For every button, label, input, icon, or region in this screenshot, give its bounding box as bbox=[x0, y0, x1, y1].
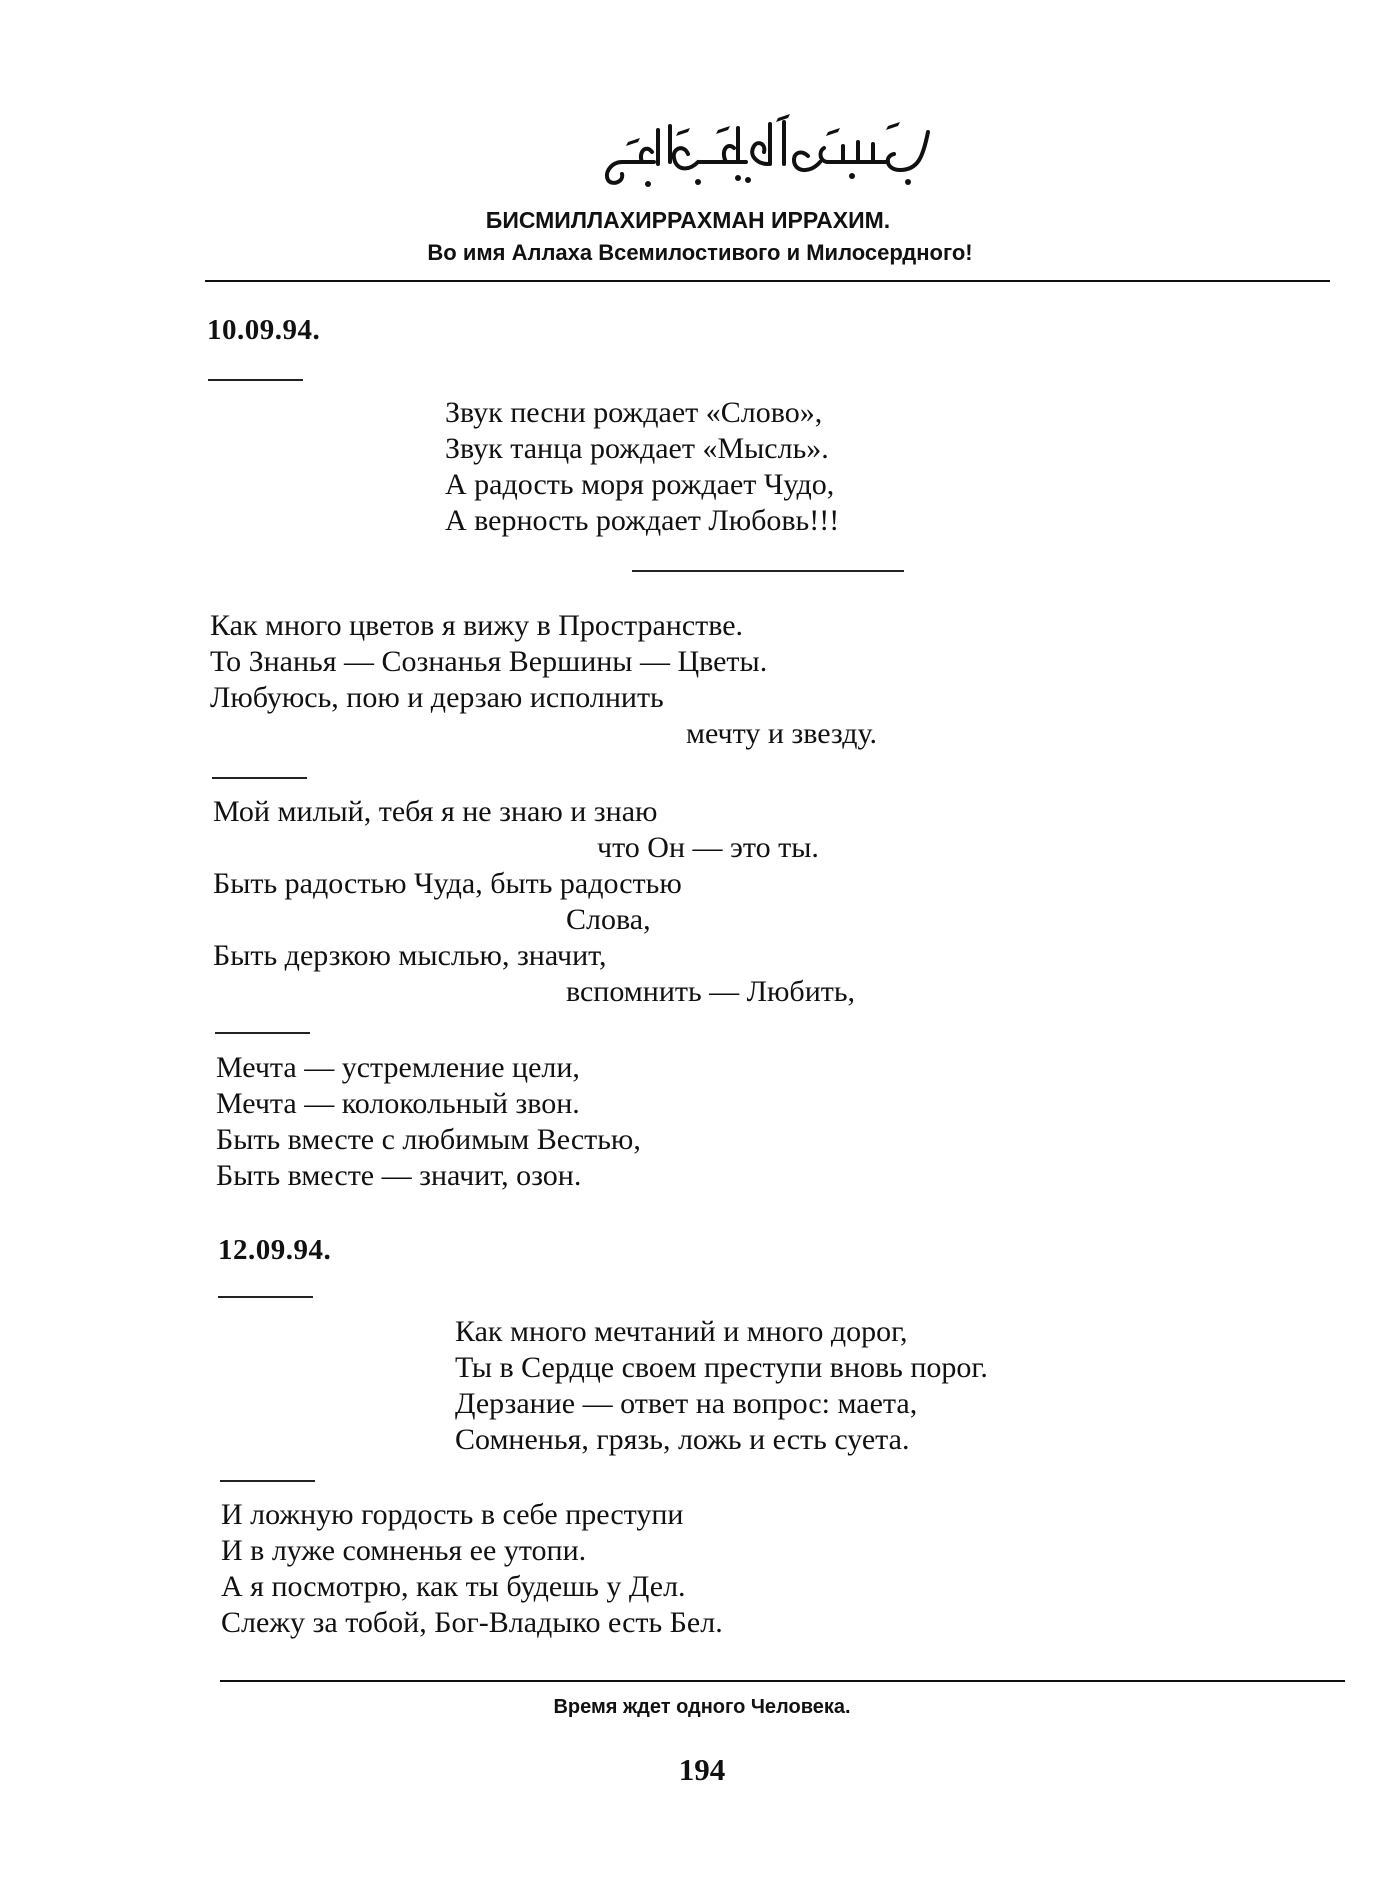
poem-line: Ты в Сердце своем преступи вновь порог. bbox=[455, 1351, 988, 1384]
poem-line: Мой милый, тебя я не знаю и знаю bbox=[213, 795, 658, 828]
poem-line: Звук песни рождает «Слово», bbox=[445, 396, 823, 429]
arabic-calligraphy-seal bbox=[588, 112, 948, 192]
poem-line: Любуюсь, пою и дерзаю исполнить bbox=[210, 681, 664, 714]
footer-rule bbox=[220, 1680, 1345, 1682]
poem-line: Звук танца рождает «Мысль». bbox=[445, 432, 829, 465]
page-number: 194 bbox=[678, 1752, 726, 1787]
poem-stanza bbox=[213, 794, 855, 1010]
poem-line: Дерзание — ответ на вопрос: маета, bbox=[455, 1387, 918, 1420]
poem-stanza bbox=[221, 1497, 723, 1641]
header-rule bbox=[205, 280, 1330, 282]
poem-line: Слова, bbox=[566, 903, 651, 936]
poem-line: Быть вместе — значит, озон. bbox=[216, 1159, 582, 1192]
stanza-divider bbox=[212, 777, 307, 779]
header-subtitle: Во имя Аллаха Всемилостивого и Милосердного! bbox=[427, 240, 973, 265]
poem-stanza bbox=[216, 1050, 641, 1194]
stanza-divider bbox=[220, 1480, 315, 1482]
poem-line: И в луже сомненья ее утопи. bbox=[221, 1534, 587, 1567]
running-footer: Время ждет одного Человека. bbox=[553, 1696, 851, 1718]
poem-line: А верность рождает Любовь!!! bbox=[445, 504, 840, 537]
section-divider bbox=[218, 1296, 313, 1298]
poem-line: А радость моря рождает Чудо, bbox=[445, 468, 835, 501]
poem-line: вспомнить — Любить, bbox=[566, 975, 856, 1008]
basmala-calligraphy-icon bbox=[588, 112, 948, 192]
poem-line: Как много цветов я вижу в Пространстве. bbox=[210, 609, 744, 642]
entry-date: 12.09.94. bbox=[218, 1234, 332, 1266]
poem-stanza bbox=[445, 395, 839, 539]
section-divider bbox=[208, 379, 303, 381]
poem-line: мечту и звезду. bbox=[686, 717, 878, 750]
stanza-divider bbox=[632, 570, 904, 572]
poem-line: Быть радостью Чуда, быть радостью bbox=[213, 867, 682, 900]
poem-line: То Знанья — Сознанья Вершины — Цветы. bbox=[210, 645, 768, 678]
poem-line: А я посмотрю, как ты будешь у Дел. bbox=[221, 1570, 686, 1603]
poem-stanza bbox=[210, 608, 877, 752]
header-title: БИСМИЛЛАХИРРАХМАН ИРРАХИМ. bbox=[485, 207, 891, 233]
poem-line: Мечта — устремление цели, bbox=[216, 1051, 580, 1084]
poem-line: Сомненья, грязь, ложь и есть суета. bbox=[455, 1423, 910, 1456]
entry-date: 10.09.94. bbox=[207, 314, 321, 346]
poem-line: Быть вместе с любимым Вестью, bbox=[216, 1123, 641, 1156]
poem-line: Как много мечтаний и много дорог, bbox=[455, 1315, 908, 1348]
poem-line: Мечта — колокольный звон. bbox=[216, 1087, 580, 1120]
stanza-divider bbox=[215, 1032, 310, 1034]
poem-line: И ложную гордость в себе преступи bbox=[221, 1498, 684, 1531]
poem-line: Слежу за тобой, Бог-Владыко есть Бел. bbox=[221, 1606, 723, 1639]
poem-line: что Он — это ты. bbox=[597, 831, 819, 864]
poem-line: Быть дерзкою мыслью, значит, bbox=[213, 939, 607, 972]
poem-stanza bbox=[455, 1314, 988, 1458]
